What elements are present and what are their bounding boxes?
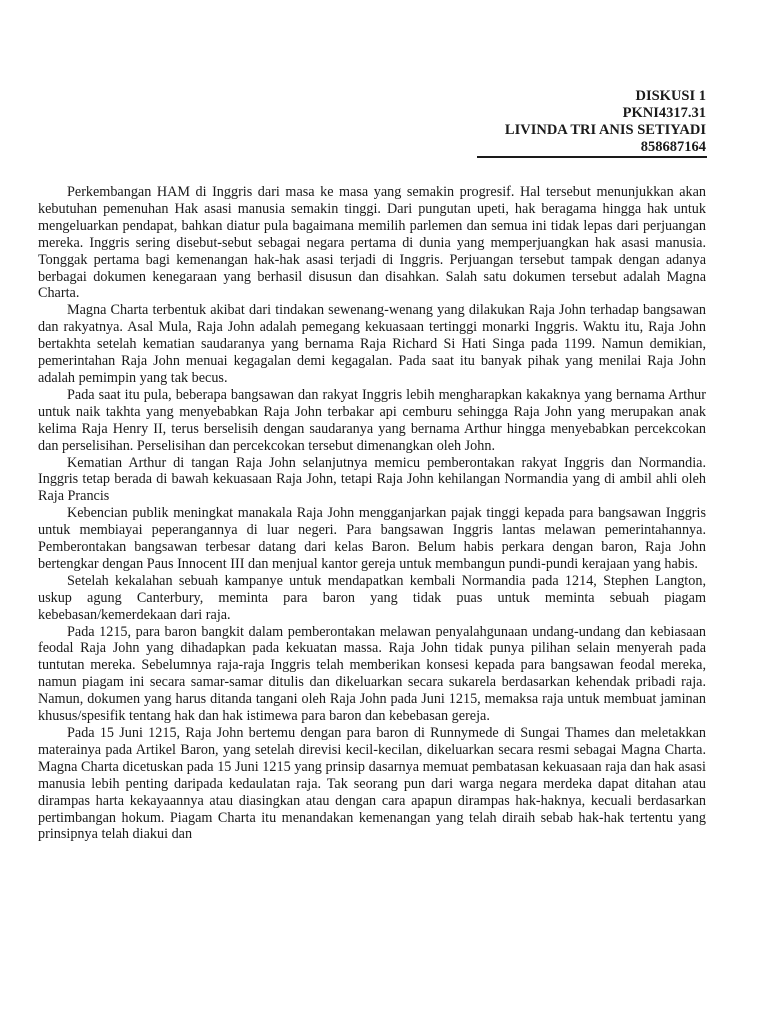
- course-code: PKNI4317.31: [622, 105, 706, 121]
- paragraph: Kebencian publik meningkat manakala Raja John mengganjarkan pajak tinggi kepada para bangsawan Inggris untuk membiayai peperangannya di luar negeri. Para bangsawan Inggris lantas melawan pemerintahannya. Pemberontakan bangsawan terbesar datang dari kelas Baron. Belum habis perkara dengan baron, Raja John bertengkar dengan Paus Innocent III dan menjual kantor gereja untuk membangun pundi-pundi kerajaan yang habis.: [38, 505, 706, 572]
- paragraph: Pada 15 Juni 1215, Raja John bertemu dengan para baron di Runnymede di Sungai Thames dan meletakkan materainya pada Artikel Baron, yang setelah direvisi kecil-kecilan, dikeluarkan secara resmi sebagai Magna Charta. Magna Charta dicetuskan pada 15 Juni 1215 yang prinsip dasarnya memuat pembatasan kekuasaan raja dan hak asasi manusia lebih penting daripada kedaulatan raja. Tak seorang pun dari warga negara merdeka dapat ditahan atau dirampas harta kekayaannya atau diasingkan atau dengan cara apapun dirampas hak-haknya, kecuali berdasarkan pertimbangan hokum. Piagam Charta itu menandakan kemenangan yang telah diraih sebab hak-hak tertentu yang prinsipnya telah diakui dan: [38, 725, 706, 843]
- student-id: 858687164: [640, 139, 706, 155]
- paragraph: Kematian Arthur di tangan Raja John selanjutnya memicu pemberontakan rakyat Inggris dan Normandia. Inggris tetap berada di bawah kekuasaan Raja John, tetapi Raja John kehilangan Normandia yang di ambil ahli oleh Raja Prancis: [38, 454, 706, 505]
- document-header: [505, 88, 706, 156]
- discussion-title: DISKUSI 1: [635, 88, 706, 104]
- header-divider: [477, 156, 707, 158]
- paragraph: Perkembangan HAM di Inggris dari masa ke masa yang semakin progresif. Hal tersebut menunjukkan akan kebutuhan pemenuhan Hak asasi manusia semakin tinggi. Dari pungutan upeti, hak beragama hingga hak untuk mengeluarkan pendapat, bahkan diatur pula bagaimana memilih parlemen dan semua ini tidak lepas dari perjuangan mereka. Inggris sering disebut-sebut sebagai negara pertama di dunia yang memperjuangkan hak asasi manusia. Tonggak pertama bagi kemenangan hak-hak asasi terjadi di Inggris. Perjuangan tersebut tampak dengan adanya berbagai dokumen kenegaraan yang berhasil disusun dan disahkan. Salah satu dokumen tersebut adalah Magna Charta.: [38, 184, 706, 302]
- paragraph: Pada 1215, para baron bangkit dalam pemberontakan melawan penyalahgunaan undang-undang dan kebiasaan feodal Raja John yang dihadapkan pada kekuatan massa. Raja John tidak punya pilihan selain menyerah pada tuntutan mereka. Sebelumnya raja-raja Inggris telah memberikan konsesi kepada para bangsawan feodal mereka, namun piagam ini secara samar-samar ditulis dan dikeluarkan secara sukarela berdasarkan kehendak pribadi raja. Namun, dokumen yang harus ditanda tangani oleh Raja John pada Juni 1215, memaksa raja untuk membuat jaminan khusus/spesifik tentang hak dan hak istimewa para baron dan kebebasan gereja.: [38, 623, 706, 725]
- paragraph: Pada saat itu pula, beberapa bangsawan dan rakyat Inggris lebih mengharapkan kakaknya yang bernama Arthur untuk naik takhta yang menyebabkan Raja John terbakar api cemburu sehingga Raja John yang merupakan anak kelima Raja Henry II, terus berselisih dengan saudaranya yang bernama Arthur hingga menyebabkan percekcokan dan perselisihan. Perselisihan dan percekcokan tersebut dimenangkan oleh John.: [38, 386, 706, 454]
- student-name: LIVINDA TRI ANIS SETIYADI: [504, 122, 706, 138]
- paragraph: Magna Charta terbentuk akibat dari tindakan sewenang-wenang yang dilakukan Raja John terhadap bangsawan dan rakyatnya. Asal Mula, Raja John adalah pemegang kekuasaan tertinggi monarki Inggris. Waktu itu, Raja John bertakhta setelah kematian saudaranya yang bernama Raja Richard Si Hati Singa pada 1199. Namun demikian, pemerintahan Raja John menuai kegagalan demi kegagalan. Pada saat itu banyak pihak yang menilai Raja John adalah pemimpin yang tak becus.: [38, 302, 706, 386]
- paragraph: Setelah kekalahan sebuah kampanye untuk mendapatkan kembali Normandia pada 1214, Stephen Langton, uskup agung Canterbury, meminta para baron yang tidak puas untuk meminta sebuah piagam kebebasan/kemerdekaan dari raja.: [38, 572, 706, 623]
- document-body: [38, 184, 706, 843]
